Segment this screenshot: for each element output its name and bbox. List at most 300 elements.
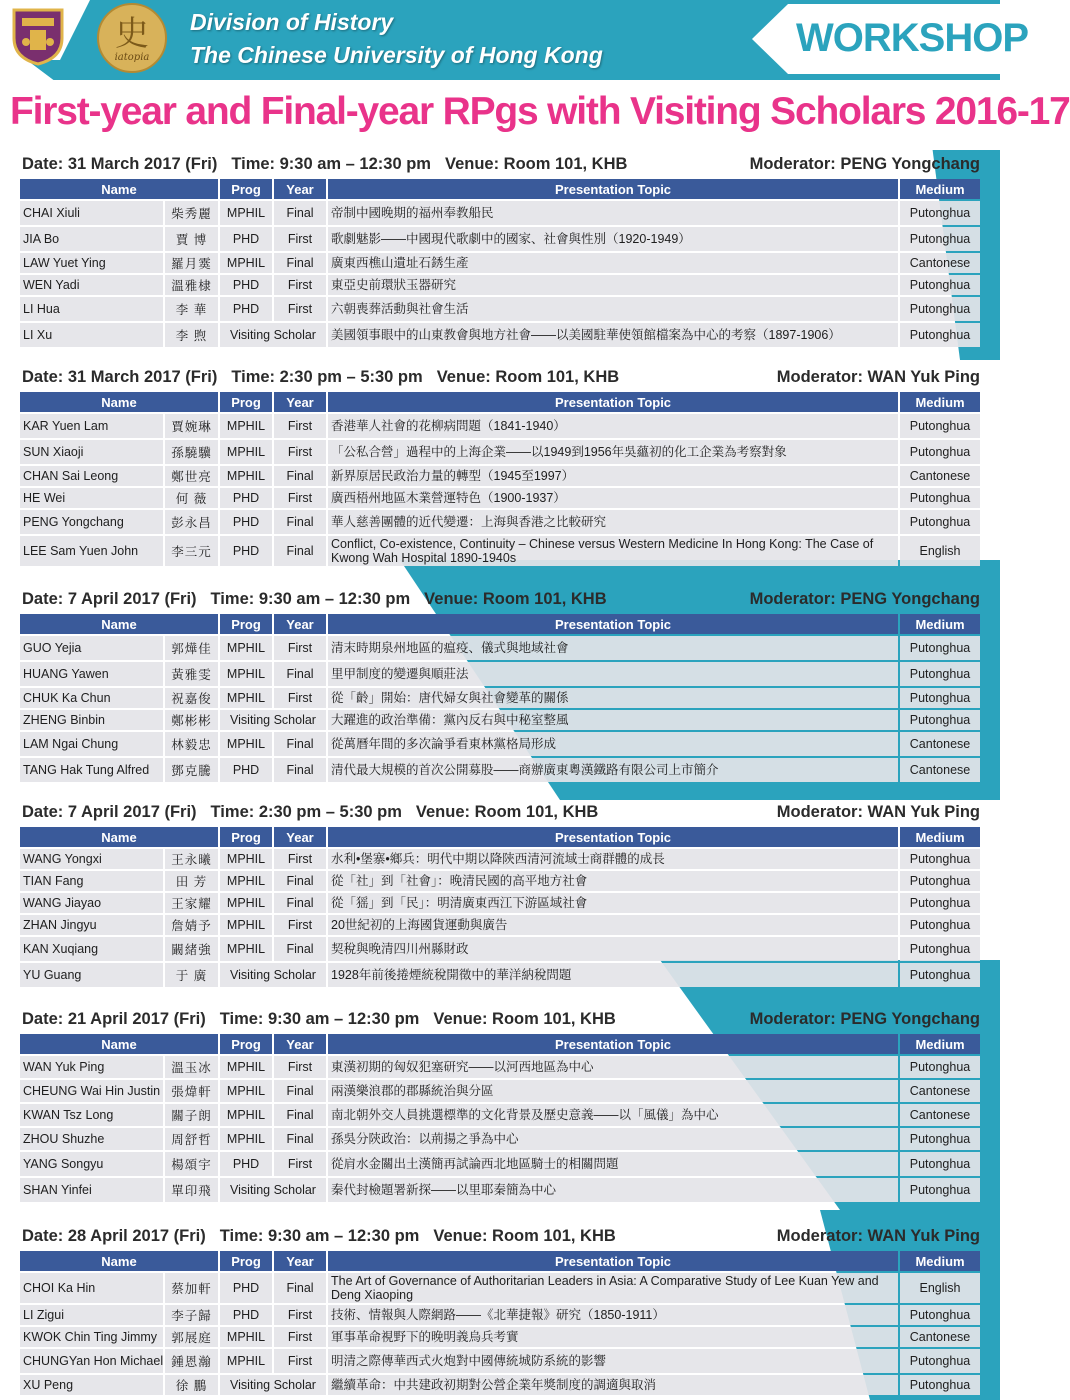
session-moderator: Moderator: WAN Yuk Ping — [776, 368, 980, 386]
session-block — [18, 368, 982, 568]
medium-cell: Putonghua — [900, 488, 980, 508]
table-row — [20, 710, 980, 730]
program-cell: Visiting Scholar — [220, 710, 326, 730]
year-cell: Final — [274, 510, 326, 534]
year-cell: First — [274, 1152, 326, 1176]
session-moderator: Moderator: WAN Yuk Ping — [776, 1227, 980, 1245]
topic-cell: 從肩水金關出土漢簡再試論西北地區騎士的相關問題 — [328, 1152, 898, 1176]
name-en-cell: PENG Yongchang — [20, 510, 163, 534]
column-header: Year — [274, 1251, 326, 1271]
topic-cell: 六朝喪葬活動與社會生活 — [328, 297, 898, 321]
column-header: Name — [20, 1034, 218, 1054]
schedule-table — [18, 1032, 982, 1204]
program-cell: MPHIL — [220, 1056, 272, 1078]
column-header: Name — [20, 1251, 218, 1271]
session-block — [18, 803, 982, 989]
topic-cell: 兩漢樂浪郡的郡縣統治與分區 — [328, 1080, 898, 1102]
name-en-cell: LI Xu — [20, 323, 163, 347]
name-zh-cell: 于 廣 — [165, 963, 218, 987]
topic-cell: 從「齡」開始：唐代婦女與社會變革的關係 — [328, 688, 898, 708]
table-row — [20, 466, 980, 486]
year-cell: Final — [274, 253, 326, 273]
name-en-cell: JIA Bo — [20, 227, 163, 251]
session-date: Date: 31 March 2017 (Fri) — [22, 368, 218, 386]
program-cell: PHD — [220, 536, 272, 566]
name-en-cell: CHEUNG Wai Hin Justin — [20, 1080, 163, 1102]
table-row — [20, 1178, 980, 1202]
medium-cell: English — [900, 536, 980, 566]
table-row — [20, 915, 980, 935]
medium-cell: Putonghua — [900, 1178, 980, 1202]
session-venue: Venue: Room 101, KHB — [444, 155, 628, 173]
medium-cell: Putonghua — [900, 1056, 980, 1078]
name-zh-cell: 郭燁佳 — [165, 636, 218, 660]
column-header: Name — [20, 392, 218, 412]
table-row — [20, 275, 980, 295]
program-cell: Visiting Scholar — [220, 963, 326, 987]
column-header: Prog — [220, 827, 272, 847]
column-header: Presentation Topic — [328, 827, 898, 847]
column-header: Prog — [220, 1034, 272, 1054]
program-cell: MPHIL — [220, 440, 272, 464]
session-date: Date: 7 April 2017 (Fri) — [22, 803, 197, 821]
year-cell: First — [274, 297, 326, 321]
table-row — [20, 536, 980, 566]
name-en-cell: CHAI Xiuli — [20, 201, 163, 225]
name-zh-cell: 溫玉冰 — [165, 1056, 218, 1078]
topic-cell: 清代最大規模的首次公開募股——商辦廣東粵漢鐵路有限公司上市簡介 — [328, 758, 898, 782]
name-en-cell: WANG Jiayao — [20, 893, 163, 913]
name-en-cell: LAW Yuet Ying — [20, 253, 163, 273]
program-cell: PHD — [220, 510, 272, 534]
topic-cell: 1928年前後捲煙統稅開徵中的華洋納稅問題 — [328, 963, 898, 987]
table-header-row — [20, 392, 980, 412]
division-name: Division of History — [190, 9, 394, 35]
year-cell: First — [274, 275, 326, 295]
medium-cell: Cantonese — [900, 253, 980, 273]
column-header: Year — [274, 179, 326, 199]
column-header: Medium — [900, 1034, 980, 1054]
program-cell: PHD — [220, 297, 272, 321]
schedule-table — [18, 1249, 982, 1397]
table-row — [20, 871, 980, 891]
name-zh-cell: 鄭世亮 — [165, 466, 218, 486]
session-date: Date: 28 April 2017 (Fri) — [22, 1227, 206, 1245]
program-cell: PHD — [220, 1273, 272, 1303]
table-row — [20, 758, 980, 782]
column-header: Prog — [220, 392, 272, 412]
name-en-cell: WANG Yongxi — [20, 849, 163, 869]
year-cell: Final — [274, 1273, 326, 1303]
topic-cell: 從「猺」到「民」：明清廣東西江下游區域社會 — [328, 893, 898, 913]
table-row — [20, 297, 980, 321]
session-date: Date: 7 April 2017 (Fri) — [22, 590, 197, 608]
column-header: Year — [274, 392, 326, 412]
medium-cell: Putonghua — [900, 871, 980, 891]
year-cell: Final — [274, 466, 326, 486]
medium-cell: Putonghua — [900, 1152, 980, 1176]
program-cell: MPHIL — [220, 937, 272, 961]
medium-cell: Putonghua — [900, 227, 980, 251]
column-header: Presentation Topic — [328, 392, 898, 412]
session-venue: Venue: Room 101, KHB — [433, 1227, 616, 1245]
topic-cell: 軍事革命視野下的晚明義烏兵考實 — [328, 1327, 898, 1347]
medium-cell: Putonghua — [900, 662, 980, 686]
name-en-cell: LI Zigui — [20, 1305, 163, 1325]
name-en-cell: SUN Xiaoji — [20, 440, 163, 464]
topic-cell: 繼續革命：中共建政初期對公營企業年獎制度的調適與取消 — [328, 1375, 898, 1395]
name-en-cell: KAN Xuqiang — [20, 937, 163, 961]
topic-cell: 東亞史前環狀玉器研究 — [328, 275, 898, 295]
session-time: Time: 2:30 pm – 5:30 pm — [231, 368, 423, 386]
name-zh-cell: 關子朗 — [165, 1104, 218, 1126]
name-zh-cell: 楊頌宇 — [165, 1152, 218, 1176]
medium-cell: Putonghua — [900, 915, 980, 935]
program-cell: MPHIL — [220, 732, 272, 756]
session-header — [18, 1010, 982, 1032]
topic-cell: 美國領事眼中的山東教會與地方社會——以美國駐華使領館檔案為中心的考察（1897-1906） — [328, 323, 898, 347]
medium-cell: Putonghua — [900, 849, 980, 869]
name-zh-cell: 王永曦 — [165, 849, 218, 869]
table-row — [20, 1327, 980, 1347]
medium-cell: Putonghua — [900, 297, 980, 321]
program-cell: Visiting Scholar — [220, 323, 326, 347]
program-cell: MPHIL — [220, 1080, 272, 1102]
table-row — [20, 253, 980, 273]
session-venue: Venue: Room 101, KHB — [424, 590, 607, 608]
department-heading — [190, 6, 603, 72]
table-row — [20, 323, 980, 347]
program-cell: MPHIL — [220, 1327, 272, 1347]
year-cell: Final — [274, 893, 326, 913]
topic-cell: Conflict, Co-existence, Continuity – Chinese versus Western Medicine In Hong Kong: The Case of Kwong Wah Hospital 1890-1940s — [328, 536, 898, 566]
medium-cell: Cantonese — [900, 732, 980, 756]
medium-cell: English — [900, 1273, 980, 1303]
year-cell: First — [274, 414, 326, 438]
university-name: The Chinese University of Hong Kong — [190, 42, 603, 68]
topic-cell: 契稅與晚清四川州縣財政 — [328, 937, 898, 961]
session-block — [18, 1227, 982, 1397]
session-date: Date: 21 April 2017 (Fri) — [22, 1010, 206, 1028]
topic-cell: 東漢初期的匈奴犯塞研究——以河西地區為中心 — [328, 1056, 898, 1078]
name-en-cell: YANG Songyu — [20, 1152, 163, 1176]
name-zh-cell: 王家耀 — [165, 893, 218, 913]
name-zh-cell: 李 華 — [165, 297, 218, 321]
topic-cell: 香港華人社會的花柳病問題（1841-1940） — [328, 414, 898, 438]
column-header: Prog — [220, 179, 272, 199]
session-moderator: Moderator: PENG Yongchang — [749, 155, 980, 173]
session-header — [18, 368, 982, 390]
table-row — [20, 414, 980, 438]
name-zh-cell: 李子歸 — [165, 1305, 218, 1325]
topic-cell: 秦代封檢題署新探——以里耶秦簡為中心 — [328, 1178, 898, 1202]
table-row — [20, 1128, 980, 1150]
year-cell: Final — [274, 871, 326, 891]
name-en-cell: KWAN Tsz Long — [20, 1104, 163, 1126]
name-zh-cell: 黃雅雯 — [165, 662, 218, 686]
medium-cell: Cantonese — [900, 1104, 980, 1126]
table-row — [20, 488, 980, 508]
medium-cell: Putonghua — [900, 963, 980, 987]
session-time: Time: 2:30 pm – 5:30 pm — [210, 803, 402, 821]
topic-cell: 帝制中國晚期的福州奉教船民 — [328, 201, 898, 225]
topic-cell: 廣西梧州地區木業營運特色（1900-1937） — [328, 488, 898, 508]
workshop-badge: WORKSHOP — [796, 16, 1028, 60]
name-zh-cell: 郭展庭 — [165, 1327, 218, 1347]
year-cell: Final — [274, 1104, 326, 1126]
schedule-table — [18, 612, 982, 784]
session-time: Time: 9:30 am – 12:30 pm — [231, 155, 431, 173]
name-en-cell: KWOK Chin Ting Jimmy — [20, 1327, 163, 1347]
topic-cell: 里甲制度的變遷與順莊法 — [328, 662, 898, 686]
table-row — [20, 1152, 980, 1176]
medium-cell: Cantonese — [900, 1080, 980, 1102]
column-header: Presentation Topic — [328, 614, 898, 634]
session-block — [18, 590, 982, 784]
session-header — [18, 1227, 982, 1249]
year-cell: First — [274, 227, 326, 251]
program-cell: MPHIL — [220, 662, 272, 686]
column-header: Presentation Topic — [328, 1251, 898, 1271]
year-cell: Final — [274, 536, 326, 566]
session-time: Time: 9:30 am – 12:30 pm — [219, 1010, 420, 1028]
medium-cell: Putonghua — [900, 440, 980, 464]
column-header: Medium — [900, 1251, 980, 1271]
program-cell: MPHIL — [220, 636, 272, 660]
name-zh-cell: 賈婉琳 — [165, 414, 218, 438]
program-cell: PHD — [220, 758, 272, 782]
table-row — [20, 662, 980, 686]
year-cell: Final — [274, 937, 326, 961]
column-header: Medium — [900, 614, 980, 634]
column-header: Year — [274, 827, 326, 847]
table-row — [20, 201, 980, 225]
name-en-cell: TIAN Fang — [20, 871, 163, 891]
name-en-cell: CHAN Sai Leong — [20, 466, 163, 486]
medium-cell: Putonghua — [900, 688, 980, 708]
year-cell: First — [274, 1327, 326, 1347]
name-en-cell: WEN Yadi — [20, 275, 163, 295]
program-cell: MPHIL — [220, 893, 272, 913]
session-date: Date: 31 March 2017 (Fri) — [22, 155, 218, 173]
name-zh-cell: 祝嘉俊 — [165, 688, 218, 708]
schedule-table — [18, 390, 982, 568]
medium-cell: Cantonese — [900, 1327, 980, 1347]
program-cell: MPHIL — [220, 1349, 272, 1373]
table-row — [20, 732, 980, 756]
table-row — [20, 1056, 980, 1078]
medium-cell: Putonghua — [900, 1128, 980, 1150]
name-en-cell: YU Guang — [20, 963, 163, 987]
name-zh-cell: 蔡加軒 — [165, 1273, 218, 1303]
medium-cell: Cantonese — [900, 466, 980, 486]
table-row — [20, 1273, 980, 1303]
year-cell: First — [274, 440, 326, 464]
medium-cell: Putonghua — [900, 893, 980, 913]
table-row — [20, 1349, 980, 1373]
medium-cell: Putonghua — [900, 510, 980, 534]
program-cell: MPHIL — [220, 688, 272, 708]
column-header: Medium — [900, 392, 980, 412]
program-cell: MPHIL — [220, 414, 272, 438]
session-block — [18, 155, 982, 349]
logo-wordmark: iatopia — [114, 52, 150, 63]
table-row — [20, 937, 980, 961]
table-row — [20, 688, 980, 708]
name-en-cell: XU Peng — [20, 1375, 163, 1395]
name-en-cell: HUANG Yawen — [20, 662, 163, 686]
column-header: Medium — [900, 827, 980, 847]
session-moderator: Moderator: WAN Yuk Ping — [776, 803, 980, 821]
session-venue: Venue: Room 101, KHB — [433, 1010, 616, 1028]
column-header: Name — [20, 179, 218, 199]
year-cell: First — [274, 849, 326, 869]
name-zh-cell: 單印飛 — [165, 1178, 218, 1202]
topic-cell: 大躍進的政治準備：黨內反右與中秘室整風 — [328, 710, 898, 730]
column-header: Medium — [900, 179, 980, 199]
name-zh-cell: 賈 博 — [165, 227, 218, 251]
year-cell: First — [274, 915, 326, 935]
medium-cell: Putonghua — [900, 201, 980, 225]
iatopia-logo — [96, 2, 168, 74]
medium-cell: Putonghua — [900, 1375, 980, 1395]
table-row — [20, 1375, 980, 1395]
name-zh-cell: 溫雅棣 — [165, 275, 218, 295]
program-cell: MPHIL — [220, 849, 272, 869]
name-en-cell: WAN Yuk Ping — [20, 1056, 163, 1078]
session-block — [18, 1010, 982, 1204]
year-cell: Final — [274, 732, 326, 756]
program-cell: Visiting Scholar — [220, 1375, 326, 1395]
name-zh-cell: 詹婧予 — [165, 915, 218, 935]
year-cell: First — [274, 688, 326, 708]
name-en-cell: CHOI Ka Hin — [20, 1273, 163, 1303]
medium-cell: Putonghua — [900, 323, 980, 347]
medium-cell: Putonghua — [900, 710, 980, 730]
year-cell: Final — [274, 662, 326, 686]
program-cell: MPHIL — [220, 1104, 272, 1126]
name-en-cell: LEE Sam Yuen John — [20, 536, 163, 566]
schedule-table — [18, 177, 982, 349]
table-header-row — [20, 179, 980, 199]
program-cell: PHD — [220, 488, 272, 508]
program-cell: MPHIL — [220, 1128, 272, 1150]
year-cell: Final — [274, 201, 326, 225]
name-zh-cell: 李 煦 — [165, 323, 218, 347]
program-cell: PHD — [220, 275, 272, 295]
table-row — [20, 440, 980, 464]
column-header: Prog — [220, 614, 272, 634]
topic-cell: 廣東西樵山遺址石銹生產 — [328, 253, 898, 273]
program-cell: PHD — [220, 1152, 272, 1176]
topic-cell: 歌劇魅影——中國現代歌劇中的國家、社會與性別（1920-1949） — [328, 227, 898, 251]
column-header: Presentation Topic — [328, 1034, 898, 1054]
column-header: Prog — [220, 1251, 272, 1271]
table-header-row — [20, 1034, 980, 1054]
table-header-row — [20, 614, 980, 634]
column-header: Year — [274, 614, 326, 634]
year-cell: Final — [274, 758, 326, 782]
program-cell: MPHIL — [220, 201, 272, 225]
page-title: First-year and Final-year RPgs with Visiting Scholars 2016-17 — [10, 90, 1070, 133]
column-header: Presentation Topic — [328, 179, 898, 199]
name-zh-cell: 徐 鵬 — [165, 1375, 218, 1395]
name-en-cell: GUO Yejia — [20, 636, 163, 660]
name-zh-cell: 張煒軒 — [165, 1080, 218, 1102]
program-cell: MPHIL — [220, 915, 272, 935]
name-zh-cell: 孫驍驥 — [165, 440, 218, 464]
topic-cell: 明清之際傳華西式火炮對中國傳統城防系統的影響 — [328, 1349, 898, 1373]
name-zh-cell: 李三元 — [165, 536, 218, 566]
name-zh-cell: 柴秀麗 — [165, 201, 218, 225]
table-header-row — [20, 827, 980, 847]
medium-cell: Putonghua — [900, 636, 980, 660]
medium-cell: Putonghua — [900, 1349, 980, 1373]
session-venue: Venue: Room 101, KHB — [415, 803, 599, 821]
name-en-cell: KAR Yuen Lam — [20, 414, 163, 438]
session-moderator: Moderator: PENG Yongchang — [749, 1010, 980, 1028]
year-cell: First — [274, 1056, 326, 1078]
name-zh-cell: 何 薇 — [165, 488, 218, 508]
name-en-cell: TANG Hak Tung Alfred — [20, 758, 163, 782]
name-zh-cell: 鄧克騰 — [165, 758, 218, 782]
name-zh-cell: 鍾恩瀚 — [165, 1349, 218, 1373]
table-row — [20, 1080, 980, 1102]
name-en-cell: ZHOU Shuzhe — [20, 1128, 163, 1150]
name-zh-cell: 周舒哲 — [165, 1128, 218, 1150]
medium-cell: Cantonese — [900, 758, 980, 782]
column-header: Name — [20, 827, 218, 847]
name-zh-cell: 闞緒強 — [165, 937, 218, 961]
session-moderator: Moderator: PENG Yongchang — [749, 590, 980, 608]
name-zh-cell: 羅月霙 — [165, 253, 218, 273]
table-row — [20, 849, 980, 869]
year-cell: Final — [274, 1128, 326, 1150]
name-zh-cell: 鄭彬彬 — [165, 710, 218, 730]
table-row — [20, 893, 980, 913]
name-en-cell: CHUNGYan Hon Michael — [20, 1349, 163, 1373]
topic-cell: 清末時期泉州地區的瘟疫、儀式與地域社會 — [328, 636, 898, 660]
program-cell: PHD — [220, 1305, 272, 1325]
name-en-cell: ZHENG Binbin — [20, 710, 163, 730]
topic-cell: 「公私合營」過程中的上海企業——以1949到1956年吳蘊初的化工企業為考察對象 — [328, 440, 898, 464]
table-row — [20, 963, 980, 987]
name-en-cell: HE Wei — [20, 488, 163, 508]
logo-character: 史 — [115, 14, 149, 54]
medium-cell: Putonghua — [900, 414, 980, 438]
topic-cell: 孫吳分陝政治：以荊揚之爭為中心 — [328, 1128, 898, 1150]
session-time: Time: 9:30 am – 12:30 pm — [210, 590, 411, 608]
topic-cell: 從「社」到「社會」：晚清民國的高平地方社會 — [328, 871, 898, 891]
medium-cell: Putonghua — [900, 1305, 980, 1325]
year-cell: First — [274, 1349, 326, 1373]
topic-cell: 技術、情報與人際網路——《北華捷報》研究（1850-1911） — [328, 1305, 898, 1325]
name-en-cell: LAM Ngai Chung — [20, 732, 163, 756]
topic-cell: 20世紀初的上海國貨運動與廣告 — [328, 915, 898, 935]
cuhk-crest-logo — [8, 4, 68, 66]
table-row — [20, 636, 980, 660]
session-header — [18, 155, 982, 177]
year-cell: First — [274, 488, 326, 508]
column-header: Year — [274, 1034, 326, 1054]
year-cell: Final — [274, 1080, 326, 1102]
name-en-cell: ZHAN Jingyu — [20, 915, 163, 935]
program-cell: MPHIL — [220, 871, 272, 891]
session-header — [18, 590, 982, 612]
name-zh-cell: 林毅忠 — [165, 732, 218, 756]
topic-cell: 從萬曆年間的多次論爭看東林黨格局形成 — [328, 732, 898, 756]
topic-cell: 水利•堡寨•鄉兵：明代中期以降陝西清河流域士商群體的成長 — [328, 849, 898, 869]
